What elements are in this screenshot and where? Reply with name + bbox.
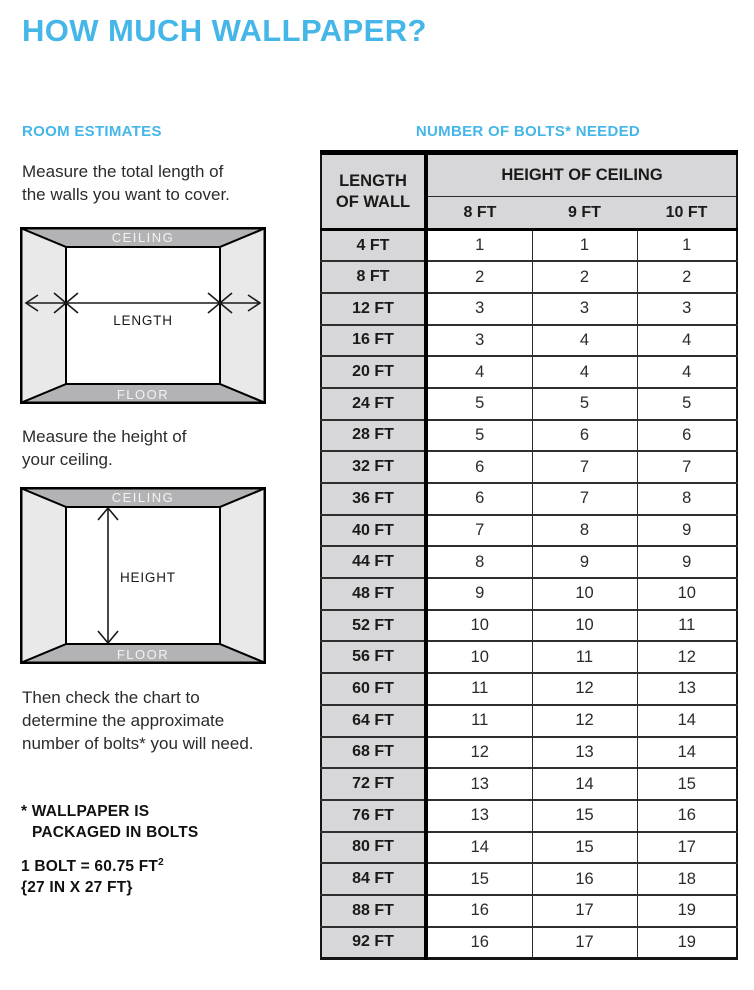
bolt-count-cell: 4 — [532, 325, 637, 357]
wall-length-cell: 16 FT — [321, 325, 426, 357]
bolt-count-cell: 5 — [532, 388, 637, 420]
table-row — [321, 578, 737, 610]
table-row — [321, 737, 737, 769]
bolt-count-cell: 1 — [637, 230, 737, 262]
bolt-count-cell: 3 — [532, 293, 637, 325]
bolt-count-cell: 5 — [426, 388, 532, 420]
table-row — [321, 515, 737, 547]
bolt-count-cell: 10 — [532, 578, 637, 610]
column-header-8ft: 8 FT — [426, 197, 532, 230]
bolt-count-cell: 17 — [532, 895, 637, 927]
bolt-count-cell: 4 — [426, 356, 532, 388]
wall-length-cell: 88 FT — [321, 895, 426, 927]
table-row — [321, 673, 737, 705]
bolt-count-cell: 14 — [532, 768, 637, 800]
room-estimates-heading: ROOM ESTIMATES — [22, 123, 162, 140]
bolt-size-footnote — [21, 856, 164, 898]
wall-length-cell: 32 FT — [321, 451, 426, 483]
instruction-length — [22, 160, 230, 206]
instruction-chart-line3: number of bolts* you will need. — [22, 734, 254, 753]
wall-length-cell: 8 FT — [321, 261, 426, 293]
wall-length-cell: 20 FT — [321, 356, 426, 388]
wall-length-cell: 24 FT — [321, 388, 426, 420]
bolt-count-cell: 10 — [532, 610, 637, 642]
bolt-count-cell: 6 — [637, 420, 737, 452]
table-row — [321, 420, 737, 452]
ceiling-label: CEILING — [111, 490, 175, 505]
bolt-count-cell: 17 — [532, 927, 637, 959]
bolt-count-cell: 10 — [426, 641, 532, 673]
table-row — [321, 293, 737, 325]
room-height-diagram — [20, 487, 266, 664]
bolt-count-cell: 12 — [426, 737, 532, 769]
bolt-count-cell: 15 — [426, 863, 532, 895]
bolt-table-body — [321, 230, 737, 959]
wall-length-cell: 12 FT — [321, 293, 426, 325]
table-row — [321, 230, 737, 262]
bolt-count-cell: 2 — [637, 261, 737, 293]
footnote1-line2: PACKAGED IN BOLTS — [32, 824, 199, 841]
bolt-count-cell: 13 — [426, 800, 532, 832]
bolt-count-cell: 19 — [637, 927, 737, 959]
bolt-count-cell: 1 — [532, 230, 637, 262]
wall-length-cell: 64 FT — [321, 705, 426, 737]
wall-length-cell: 68 FT — [321, 737, 426, 769]
left-wall-face — [22, 229, 67, 403]
bolt-count-cell: 7 — [532, 483, 637, 515]
bolt-count-cell: 10 — [637, 578, 737, 610]
bolt-count-cell: 9 — [637, 515, 737, 547]
right-wall-face — [220, 489, 265, 663]
bolt-count-cell: 8 — [637, 483, 737, 515]
column-header-9ft: 9 FT — [532, 197, 637, 230]
bolt-count-cell: 6 — [426, 451, 532, 483]
instruction-length-line2: the walls you want to cover. — [22, 185, 230, 204]
bolt-count-cell: 4 — [637, 325, 737, 357]
footnote1-line1: * WALLPAPER IS — [21, 803, 150, 820]
bolt-count-cell: 11 — [532, 641, 637, 673]
table-row — [321, 325, 737, 357]
bolt-count-cell: 16 — [426, 895, 532, 927]
bolt-count-cell: 9 — [532, 546, 637, 578]
height-of-ceiling-header: HEIGHT OF CEILING — [426, 153, 737, 197]
footnote2-line2: {27 IN X 27 FT} — [21, 879, 133, 896]
instruction-height-line2: your ceiling. — [22, 450, 113, 469]
bolt-count-cell: 14 — [426, 832, 532, 864]
length-of-wall-header: LENGTH OF WALL — [321, 153, 426, 230]
bolt-count-cell: 4 — [637, 356, 737, 388]
bolt-count-cell: 3 — [426, 325, 532, 357]
bolt-count-cell: 8 — [426, 546, 532, 578]
bolt-count-cell: 19 — [637, 895, 737, 927]
bolt-count-cell: 3 — [426, 293, 532, 325]
floor-label: FLOOR — [116, 387, 170, 402]
wall-length-cell: 48 FT — [321, 578, 426, 610]
bolt-count-cell: 2 — [532, 261, 637, 293]
instruction-height-line1: Measure the height of — [22, 427, 187, 446]
bolt-count-cell: 7 — [637, 451, 737, 483]
footnote2-line1 — [21, 856, 164, 877]
right-wall-face — [220, 229, 265, 403]
bolt-count-cell: 15 — [532, 800, 637, 832]
wall-length-cell: 60 FT — [321, 673, 426, 705]
bolt-count-cell: 14 — [637, 705, 737, 737]
bolt-count-cell: 1 — [426, 230, 532, 262]
bolt-count-cell: 15 — [637, 768, 737, 800]
page-title: HOW MUCH WALLPAPER? — [22, 13, 427, 48]
floor-label: FLOOR — [116, 647, 170, 662]
instruction-chart-line2: determine the approximate — [22, 711, 225, 730]
wall-length-cell: 4 FT — [321, 230, 426, 262]
instruction-height — [22, 425, 186, 471]
wall-length-cell: 92 FT — [321, 927, 426, 959]
bolt-count-cell: 3 — [637, 293, 737, 325]
wall-length-cell: 80 FT — [321, 832, 426, 864]
bolt-count-cell: 12 — [637, 641, 737, 673]
bolt-count-cell: 2 — [426, 261, 532, 293]
wall-length-cell: 84 FT — [321, 863, 426, 895]
instruction-chart-line1: Then check the chart to — [22, 688, 200, 707]
bolt-count-cell: 17 — [637, 832, 737, 864]
length-label: LENGTH — [113, 313, 173, 328]
bolt-equation: 1 BOLT = 60.75 FT — [21, 858, 159, 875]
bolt-count-cell: 8 — [532, 515, 637, 547]
bolt-count-cell: 13 — [426, 768, 532, 800]
bolt-count-cell: 9 — [637, 546, 737, 578]
table-row — [321, 610, 737, 642]
bolt-count-cell: 6 — [532, 420, 637, 452]
squared-superscript: 2 — [158, 856, 164, 868]
table-row — [321, 546, 737, 578]
table-row — [321, 768, 737, 800]
table-row — [321, 356, 737, 388]
table-row — [321, 483, 737, 515]
wall-length-cell: 52 FT — [321, 610, 426, 642]
bolt-count-cell: 5 — [637, 388, 737, 420]
bolt-count-cell: 7 — [426, 515, 532, 547]
bolt-count-cell: 11 — [426, 705, 532, 737]
table-row — [321, 832, 737, 864]
wall-length-cell: 28 FT — [321, 420, 426, 452]
bolt-count-cell: 16 — [532, 863, 637, 895]
left-wall-face — [22, 489, 67, 663]
instruction-length-line1: Measure the total length of — [22, 162, 224, 181]
instruction-chart — [22, 686, 254, 755]
bolt-count-cell: 11 — [426, 673, 532, 705]
table-row — [321, 895, 737, 927]
wall-length-cell: 44 FT — [321, 546, 426, 578]
bolt-count-cell: 13 — [637, 673, 737, 705]
bolt-count-cell: 6 — [426, 483, 532, 515]
wall-length-cell: 76 FT — [321, 800, 426, 832]
bolt-count-cell: 18 — [637, 863, 737, 895]
bolt-count-cell: 7 — [532, 451, 637, 483]
bolt-count-cell: 15 — [532, 832, 637, 864]
bolt-count-cell: 10 — [426, 610, 532, 642]
table-row — [321, 800, 737, 832]
table-row — [321, 927, 737, 959]
ceiling-label: CEILING — [111, 230, 175, 245]
bolt-count-cell: 11 — [637, 610, 737, 642]
room-length-diagram — [20, 227, 266, 404]
wall-length-cell: 72 FT — [321, 768, 426, 800]
table-row — [321, 388, 737, 420]
bolts-needed-heading: NUMBER OF BOLTS* NEEDED — [415, 123, 641, 140]
table-row — [321, 705, 737, 737]
bolt-count-cell: 16 — [637, 800, 737, 832]
table-row — [321, 451, 737, 483]
wallpaper-bolts-footnote — [21, 801, 198, 843]
bolt-count-cell: 13 — [532, 737, 637, 769]
wall-length-cell: 56 FT — [321, 641, 426, 673]
bolt-count-cell: 14 — [637, 737, 737, 769]
bolt-count-cell: 4 — [532, 356, 637, 388]
table-row — [321, 863, 737, 895]
wall-length-cell: 36 FT — [321, 483, 426, 515]
bolt-count-cell: 9 — [426, 578, 532, 610]
table-row — [321, 641, 737, 673]
table-row — [321, 261, 737, 293]
bolts-table — [320, 150, 738, 960]
wall-length-cell: 40 FT — [321, 515, 426, 547]
bolt-count-cell: 12 — [532, 705, 637, 737]
bolts-table-container — [320, 150, 736, 960]
bolt-count-cell: 16 — [426, 927, 532, 959]
height-label: HEIGHT — [120, 570, 176, 585]
bolt-count-cell: 5 — [426, 420, 532, 452]
bolt-count-cell: 12 — [532, 673, 637, 705]
column-header-10ft: 10 FT — [637, 197, 737, 230]
